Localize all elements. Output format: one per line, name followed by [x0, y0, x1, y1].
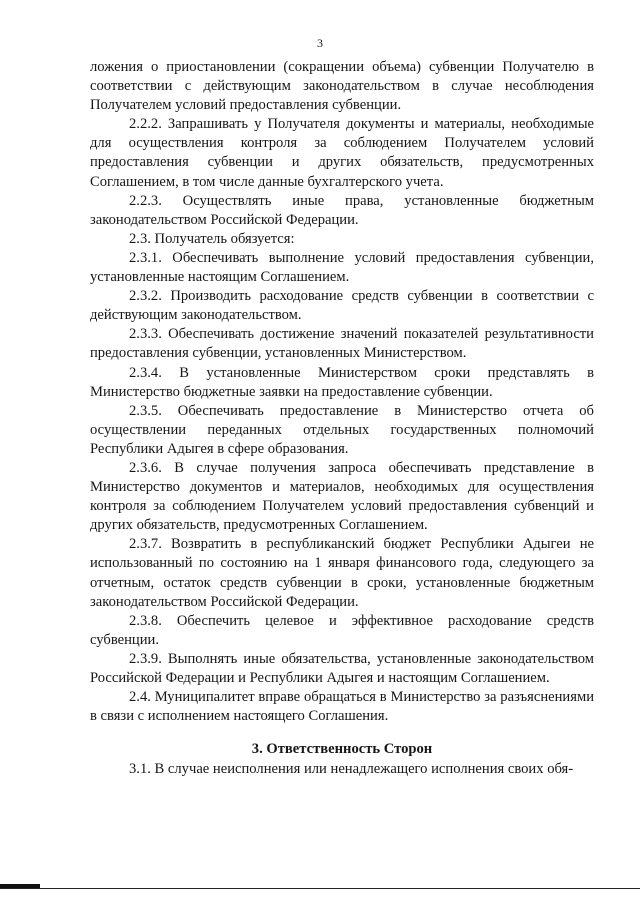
paragraph-2-3-4: 2.3.4. В установленные Министерством сроки представлять в Министерство бюджетные заявки на предоставление субвенции.	[90, 364, 594, 400]
paragraph-2-3-9: 2.3.9. Выполнять иные обязательства, установленные законодательством Российской Федерации и Республики Адыгея и настоящим Соглашением.	[90, 650, 594, 686]
paragraph-2-3-2: 2.3.2. Производить расходование средств субвенции в соответствии с действующим законодательством.	[90, 288, 594, 324]
page-number: 3	[317, 36, 323, 50]
paragraph-2-3-5: 2.3.5. Обеспечивать предоставление в Министерство отчета об осуществлении переданных отдельных государственных полномочий Республики Адыгея в сфере образования.	[90, 402, 594, 457]
paragraph-2-3-1: 2.3.1. Обеспечивать выполнение условий предоставления субвенции, установленные настоящим Соглашением.	[90, 249, 594, 286]
paragraph-3-1: 3.1. В случае неисполнения или ненадлежащего исполнения своих обя-	[129, 761, 574, 778]
paragraph-2-2-2: 2.2.2. Запрашивать у Получателя документы и материалы, необходимые для осуществления контроля за соблюдением Получателем условий предоставления субвенции и других обязательств, предусмотренных Соглашением, в том числе данные бухгалтерского учета.	[90, 116, 594, 190]
paragraph-2-4: 2.4. Муниципалитет вправе обращаться в Министерство за разъяснениями в связи с исполнением настоящего Соглашения.	[90, 689, 594, 725]
paragraph-2-2-3: 2.2.3. Осуществлять иные права, установленные бюджетным законодательством Российской Федерации.	[90, 192, 594, 228]
paragraph-2-3-8: 2.3.8. Обеспечить целевое и эффективное расходование средств субвенции.	[90, 612, 594, 648]
paragraph-2-3-7: 2.3.7. Возвратить в республиканский бюджет Республики Адыгеи не использованный по состоянию на 1 января финансового года, следующего за отчетным, остаток средств субвенции в сроки, установленные бюджетным законодательством Российской Федерации.	[90, 536, 594, 610]
section-heading: 3. Ответственность Сторон	[251, 741, 433, 758]
paragraph-continuation: ложения о приостановлении (сокращении объема) субвенции Получателю в соответствии с действующим законодательством в случае несоблюдения Получателем условий предоставления субвенции.	[90, 59, 594, 114]
document-body	[90, 58, 594, 779]
paragraph-2-3-6: 2.3.6. В случае получения запроса обеспечивать представление в Министерство документов и материалов, необходимых для осуществления контроля за соблюдением Получателем условий предоставления субвенций и других обязательств, предусмотренных Соглашением.	[90, 459, 594, 534]
paragraph-2-3-3: 2.3.3. Обеспечивать достижение значений показателей результативности предоставления субвенции, установленных Министерством.	[90, 326, 594, 362]
paragraph-2-3: 2.3. Получатель обязуется:	[129, 230, 295, 247]
scan-artifact-line	[0, 888, 640, 889]
